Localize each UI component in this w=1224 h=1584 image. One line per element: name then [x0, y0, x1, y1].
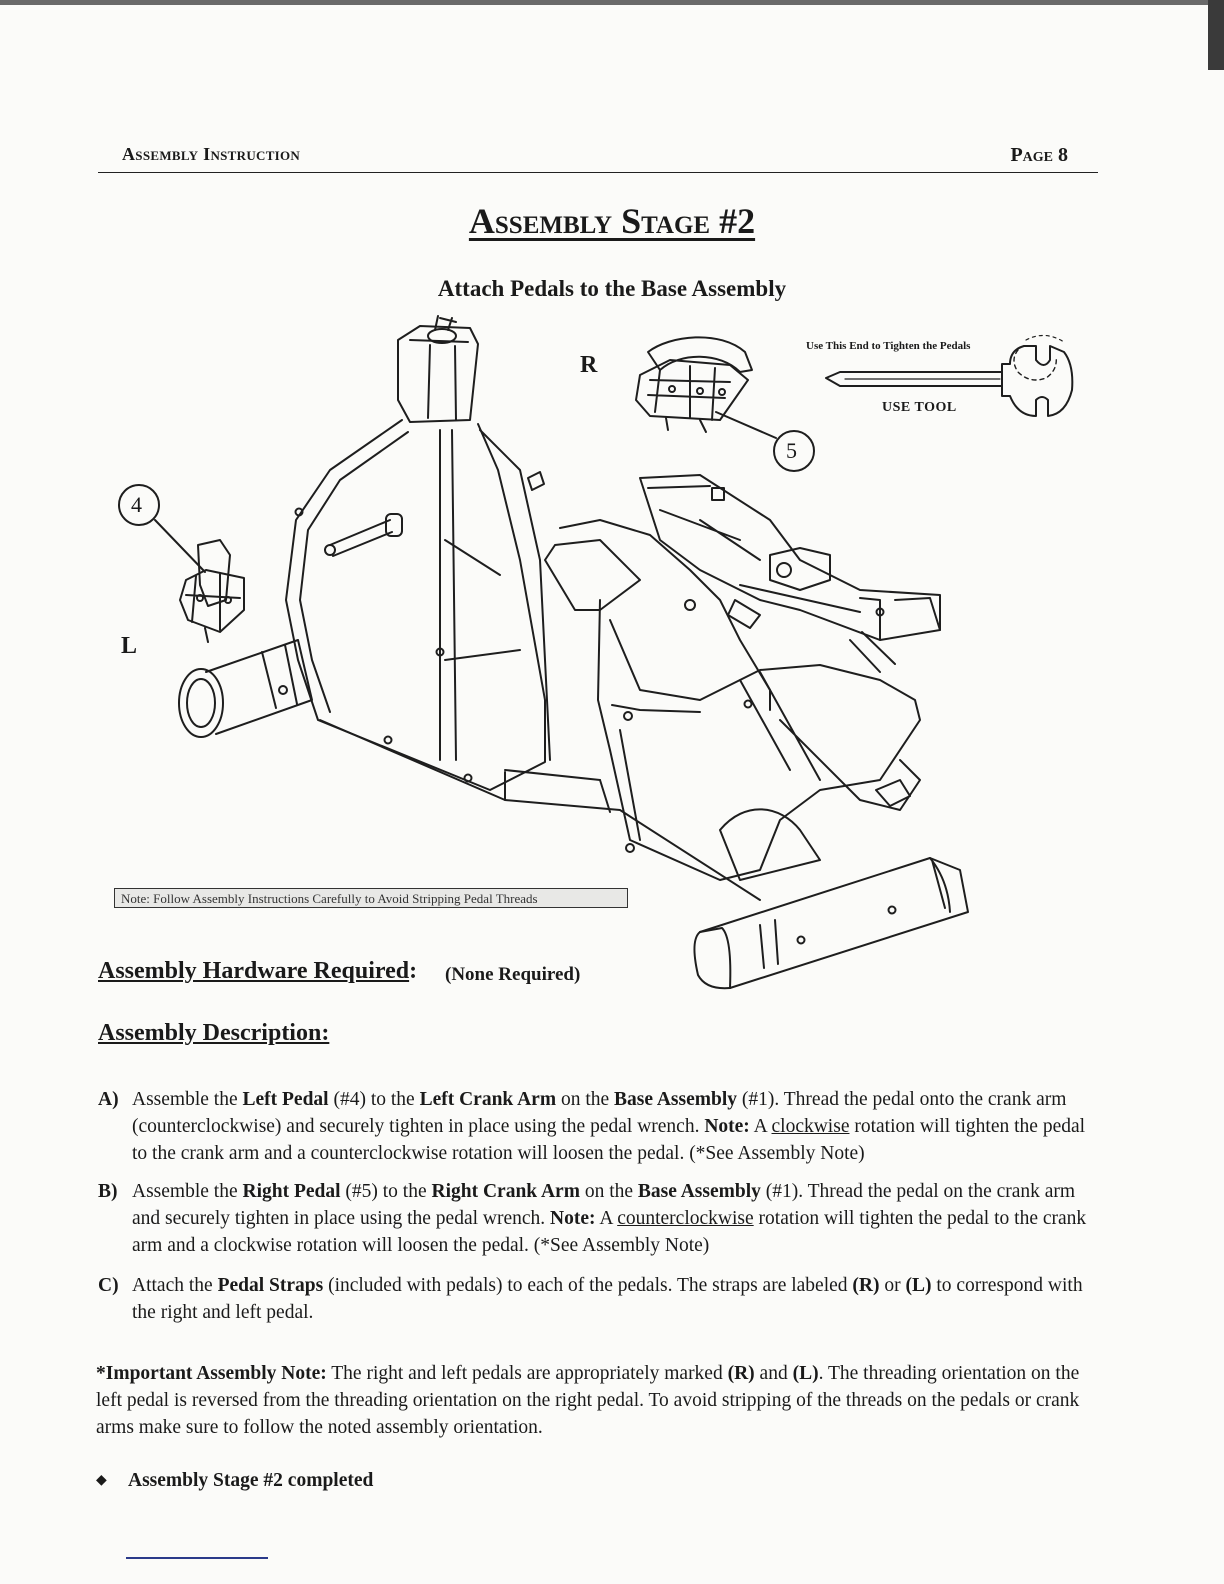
step-b-t5: A — [595, 1208, 618, 1229]
step-b-text — [132, 1178, 1088, 1259]
stage-subtitle: Attach Pedals to the Base Assembly — [437, 276, 787, 301]
callout-4-number: 4 — [131, 492, 142, 517]
header-section-title: Assembly Instruction — [122, 144, 301, 164]
step-b-t4: (#1). Thread the pedal on the crank arm and securely tighten in place using the pedal wrench. — [132, 1181, 1076, 1229]
footer-rule — [126, 1557, 268, 1559]
step-c-b3: (L) — [905, 1275, 932, 1296]
stage-title-text: Assembly Stage #2 — [468, 201, 756, 241]
step-a-t3: on the — [556, 1089, 615, 1110]
step-a — [98, 1086, 1088, 1167]
important-t2: and — [754, 1363, 793, 1384]
hardware-heading — [98, 958, 417, 985]
right-pedal — [636, 337, 752, 432]
step-c-letter: C) — [98, 1275, 119, 1296]
step-a-t2: (#4) to the — [328, 1089, 420, 1110]
step-b-letter: B) — [98, 1181, 118, 1202]
rear-frame — [598, 600, 920, 880]
hardware-value: (None Required) — [445, 964, 581, 985]
step-c-t3: or — [879, 1275, 906, 1296]
step-b — [98, 1178, 1088, 1259]
step-b-t2: (#5) to the — [340, 1181, 432, 1202]
important-t3: . The threading orientation on the left pedal is reversed from the threading orientation on the right pedal. To avoid stripping of the threads on the pedals or crank arms make sure to follow the noted assembly orientation. — [96, 1363, 1080, 1438]
important-label: *Important Assembly Note: — [96, 1363, 327, 1384]
important-b2: (L) — [792, 1363, 819, 1384]
step-c-b2: (R) — [852, 1275, 880, 1296]
stage-completed-text: Assembly Stage #2 completed — [128, 1470, 374, 1491]
important-b1: (R) — [727, 1363, 755, 1384]
step-a-b2: Left Crank Arm — [419, 1089, 557, 1110]
step-a-letter: A) — [98, 1089, 119, 1110]
step-b-t3: on the — [579, 1181, 638, 1202]
step-a-b1: Left Pedal — [242, 1089, 329, 1110]
step-c-text — [132, 1272, 1088, 1326]
diamond-bullet-icon: ◆ — [96, 1473, 107, 1488]
hardware-heading-text: Assembly Hardware Required — [98, 958, 410, 984]
header-page-number: Page 8 — [1010, 144, 1068, 166]
step-a-text — [132, 1086, 1088, 1167]
step-c-b1: Pedal Straps — [217, 1275, 324, 1296]
step-a-t5: A — [749, 1116, 772, 1137]
step-a-b3: Base Assembly — [614, 1089, 737, 1110]
step-c — [98, 1272, 1088, 1326]
step-a-t1: Assemble the — [132, 1089, 243, 1110]
seat-rail — [545, 475, 940, 710]
step-a-u1: clockwise — [771, 1116, 850, 1137]
right-side-label: R — [580, 352, 598, 378]
important-assembly-note — [96, 1360, 1086, 1441]
step-b-t1: Assemble the — [132, 1181, 243, 1202]
stage-completed — [96, 1470, 373, 1492]
hardware-heading-colon: : — [409, 958, 418, 984]
main-shroud — [286, 420, 550, 790]
tool-hint-text: Use This End to Tighten the Pedals — [806, 340, 971, 352]
step-b-t6: rotation will tighten the pedal to the crank arm and a clockwise rotation will loosen the pedal. (*See Assembly Note) — [132, 1208, 1087, 1256]
step-b-b1: Right Pedal — [242, 1181, 341, 1202]
step-c-t1: Attach the — [132, 1275, 218, 1296]
left-crank-spindle — [325, 514, 402, 556]
step-b-b2: Right Crank Arm — [431, 1181, 580, 1202]
step-c-t2: (included with pedals) to each of the pedals. The straps are labeled — [323, 1275, 853, 1296]
step-a-b4: Note: — [704, 1116, 750, 1137]
callout-5-number: 5 — [786, 438, 797, 463]
tool-label: USE TOOL — [882, 400, 957, 415]
step-a-t6: rotation will tighten the pedal to the crank arm and a counterclockwise rotation will loosen the pedal. (*See Assembly Note) — [132, 1116, 1086, 1164]
important-t1: The right and left pedals are appropriately marked — [326, 1363, 728, 1384]
rear-stabilizer — [694, 858, 968, 988]
step-b-b3: Base Assembly — [637, 1181, 761, 1202]
step-a-t4: (#1). Thread the pedal onto the crank arm (counterclockwise) and securely tighten in place using the pedal wrench. — [132, 1089, 1067, 1137]
step-b-u1: counterclockwise — [617, 1208, 754, 1229]
step-c-t4: to correspond with the right and left pedal. — [132, 1275, 1083, 1323]
left-side-label: L — [121, 633, 138, 659]
step-b-b4: Note: — [550, 1208, 596, 1229]
left-stabilizer — [179, 640, 312, 737]
description-heading: Assembly Description: — [98, 1020, 330, 1046]
thread-warning-note: Note: Follow Assembly Instructions Carefully to Avoid Stripping Pedal Threads — [114, 888, 628, 908]
seat-post-top — [398, 316, 478, 422]
callout-5-marker — [716, 412, 814, 471]
